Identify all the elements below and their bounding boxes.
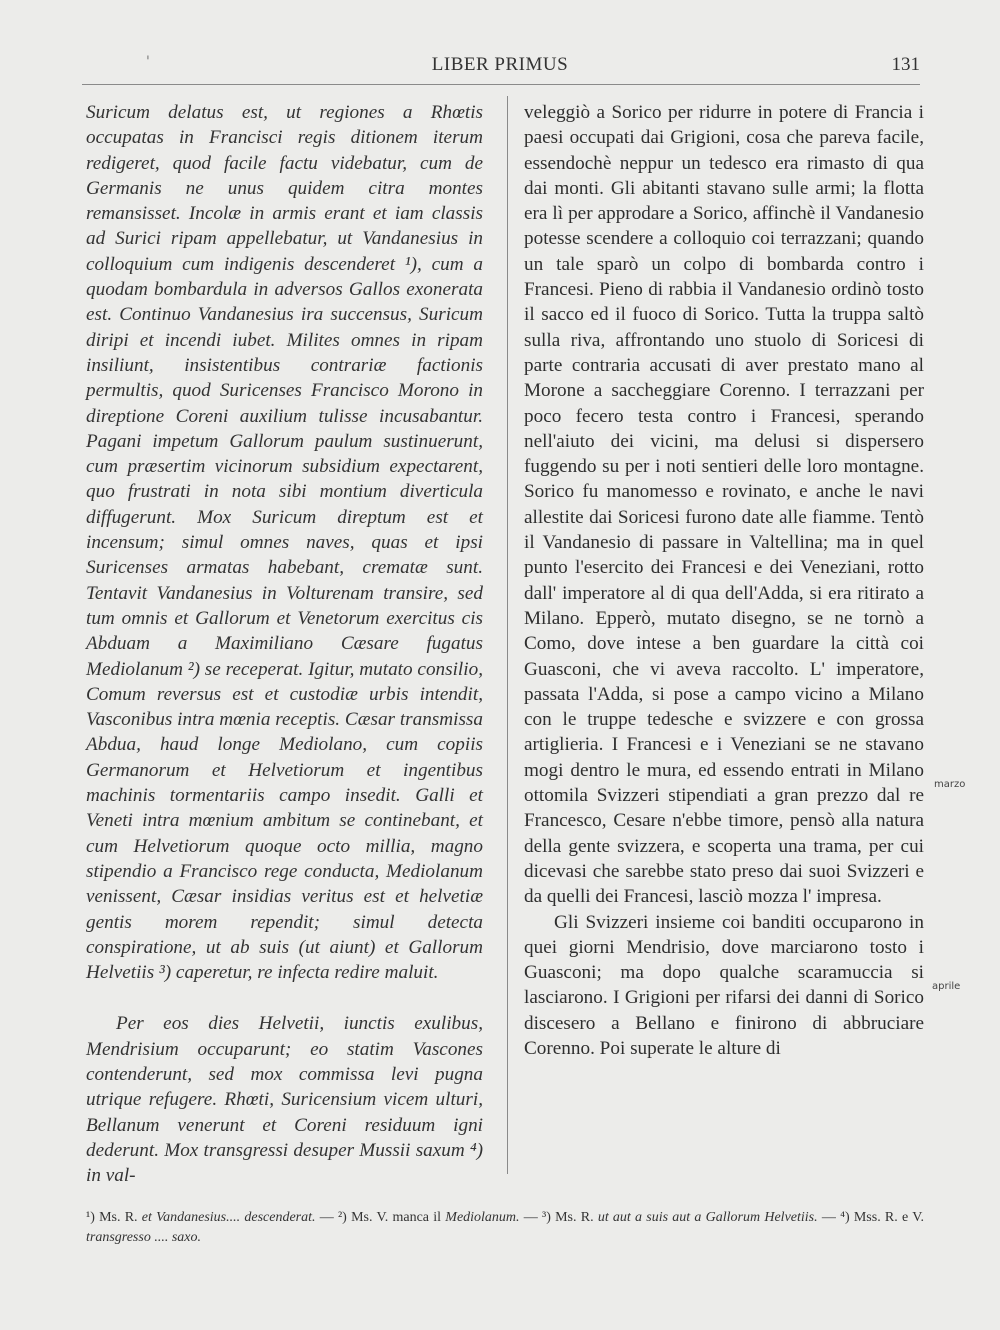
- footnote-4-mark: ⁴): [840, 1210, 850, 1225]
- footnote-1-text: Ms. R.: [94, 1210, 142, 1225]
- marginal-note-marzo: marzo: [934, 779, 966, 790]
- italian-column: [524, 100, 924, 1061]
- footnote-1-mark: ¹): [86, 1210, 95, 1225]
- footnote-4-text: Mss. R. e V.: [849, 1210, 925, 1225]
- column-divider: [507, 96, 508, 1174]
- marginal-note-aprile: aprile: [932, 981, 961, 992]
- footnote-3-mark: ³): [542, 1210, 551, 1225]
- footnote-separator: —: [519, 1210, 543, 1225]
- italian-paragraph-2: Gli Svizzeri insieme coi banditi occuparono in quei giorni Mendrisio, dove marciarono tosto i Guasconi; ma dopo qualche scaramuccia si lasciarono. I Grigioni per rifarsi dei danni di Sorico discesero a Bellano e finirono di abbruciare Corenno. Poi superate le alture di: [524, 911, 924, 1059]
- footnote-4-quote: transgresso .... saxo.: [86, 1230, 201, 1245]
- latin-column: [86, 100, 483, 1188]
- italian-paragraph-1: veleggiò a Sorico per ridurre in potere di Francia i paesi occupati dai Grigioni, cosa che pareva facile, essendochè neppur un tedesco era rimasto di qua dai monti. Gli abitanti stavano sulle armi; la flotta era lì per approdare a Sorico, affinchè il Vandanesio potesse scendere a colloquio coi terrazzani; quando un tale sparò un colpo di bombarda contro i Francesi. Pieno di rabbia il Vandanesio ordinò tosto il sacco ed il fuoco di Sorico. Tutta la truppa saltò sulla riva, affrontando uno stuolo di Soricesi di parte contraria accusati di aver prestato mano al Morone a saccheggiare Corenno. I terrazzani per poco fecero testa contro i Francesi, sperando nell'aiuto dei vicini, ma delusi si dispersero fuggendo su per i noti sentieri delle loro montagne. Sorico fu manomesso e rovinato, e anche le navi allestite dai Soricesi furono date alle fiamme. Tentò il Vandanesio di passare in Valtellina; ma in quel punto l'esercito dei Francesi e dei Veneziani, rotto dall' imperatore al di qua dell'Adda, si era ritirato a Milano. Epperò, mutato disegno, se ne tornò a Como, dove intese a ben guardare la città coi Guasconi, che vi aveva raccolto. L' imperatore, passata l'Adda, si pose a campo vicino a Milano con le truppe tedesche e svizzere e con grossa artiglieria. I Francesi e i Veneziani se ne stavano mogi dentro le mura, ed essendo entrati in Milano ottomila Svizzeri stipendiati a gran prezzo dal re Francesco, Cesare n'ebbe timore, pensò alla natura della gente svizzera, e scoperta una trama, per cui dicevasi che sarebbe stato preso dai suoi Svizzeri e da quelli dei Francesi, lasciò mozza l' impresa.: [524, 102, 924, 908]
- header-mark: ': [146, 54, 150, 70]
- footnote-2-quote: Mediolanum.: [445, 1210, 520, 1225]
- header-rule: [82, 84, 920, 85]
- footnote-separator: —: [315, 1210, 338, 1225]
- footnote-block: [86, 1208, 924, 1248]
- footnote-1-quote: et Vandanesius.... descenderat.: [141, 1210, 316, 1225]
- latin-paragraph-1: Suricum delatus est, ut regiones a Rhœtis occupatas in Francisci regis ditionem iterum redigeret, quod facile factu videbatur, cum de Germanis ne unus quidem citra montes remansisset. Incolæ in armis erant et iam classis ad Surici ripam appellebatur, ut Vandanesius in colloquium cum indigenis descenderet ¹), cum a quodam bombardula in adversos Gallos exonerata est. Continuo Vandanesius ira succensus, Suricum diripi et incendi iubet. Milites omnes in ripam insiliunt, insistentibus contrariæ factionis permultis, quod Suricenses Francisco Morono in direptione Coreni auxilium tulisse incusabantur. Pagani impetum Gallorum paulum sustinuerunt, cum præsertim vicinorum subsidium expectarent, quo frustrati in nota sibi montium diverticula diffugerunt. Mox Suricum direptum est et incensum; simul omnes naves, quas et ipsi Suricenses armatas habebant, crematæ sunt. Tentavit Vandanesius in Volturenam transire, sed tum omnis et Gallorum et Venetorum exercitus cis Abduam a Maximiliano Cæsare fugatus Mediolanum ²) se receperat. Igitur, mutato consilio, Comum reversus est et custodiæ urbis intendit, Vasconibus intra mœnia receptis. Cæsar transmissa Abdua, haud longe Mediolano, cum copiis Germanorum et Helvetiorum et ingentibus machinis tormentariis campo insedit. Galli et Veneti intra mœnium ambitum se continebant, et cum Helvetiorum quoque octo millia, magno stipendio a Francisco rege conducta, Mediolanum venissent, Cæsar insidias veritus est et helvetiæ gentis morem rependit; simul detecta conspiratione, ut ab suis (ut aiunt) et Gallorum Helvetiis ³) caperetur, re infecta redire maluit.: [86, 102, 483, 984]
- running-head: [0, 52, 1000, 82]
- footnote-2-text: Ms. V. manca il: [346, 1210, 446, 1225]
- running-title: LIBER PRIMUS: [431, 54, 569, 75]
- latin-paragraph-2: Per eos dies Helvetii, iunctis exulibus, Mendrisium occuparunt; eo statim Vascones contenderunt, sed mox commissa levi pugna utrique refugere. Rhœti, Suricensium vicem ulturi, Bellanum venerunt et Coreni residuum igni dederunt. Mox transgressi desuper Mussii saxum ⁴) in val-: [86, 1013, 483, 1187]
- footnote-2-mark: ²): [337, 1210, 347, 1225]
- footnote-separator: —: [817, 1210, 841, 1225]
- footnote-3-text: Ms. R.: [550, 1210, 598, 1225]
- page-number: 131: [891, 54, 920, 75]
- footnotes: [86, 1208, 924, 1248]
- footnote-3-quote: ut aut a suis aut a Gallorum Helvetiis.: [597, 1210, 818, 1225]
